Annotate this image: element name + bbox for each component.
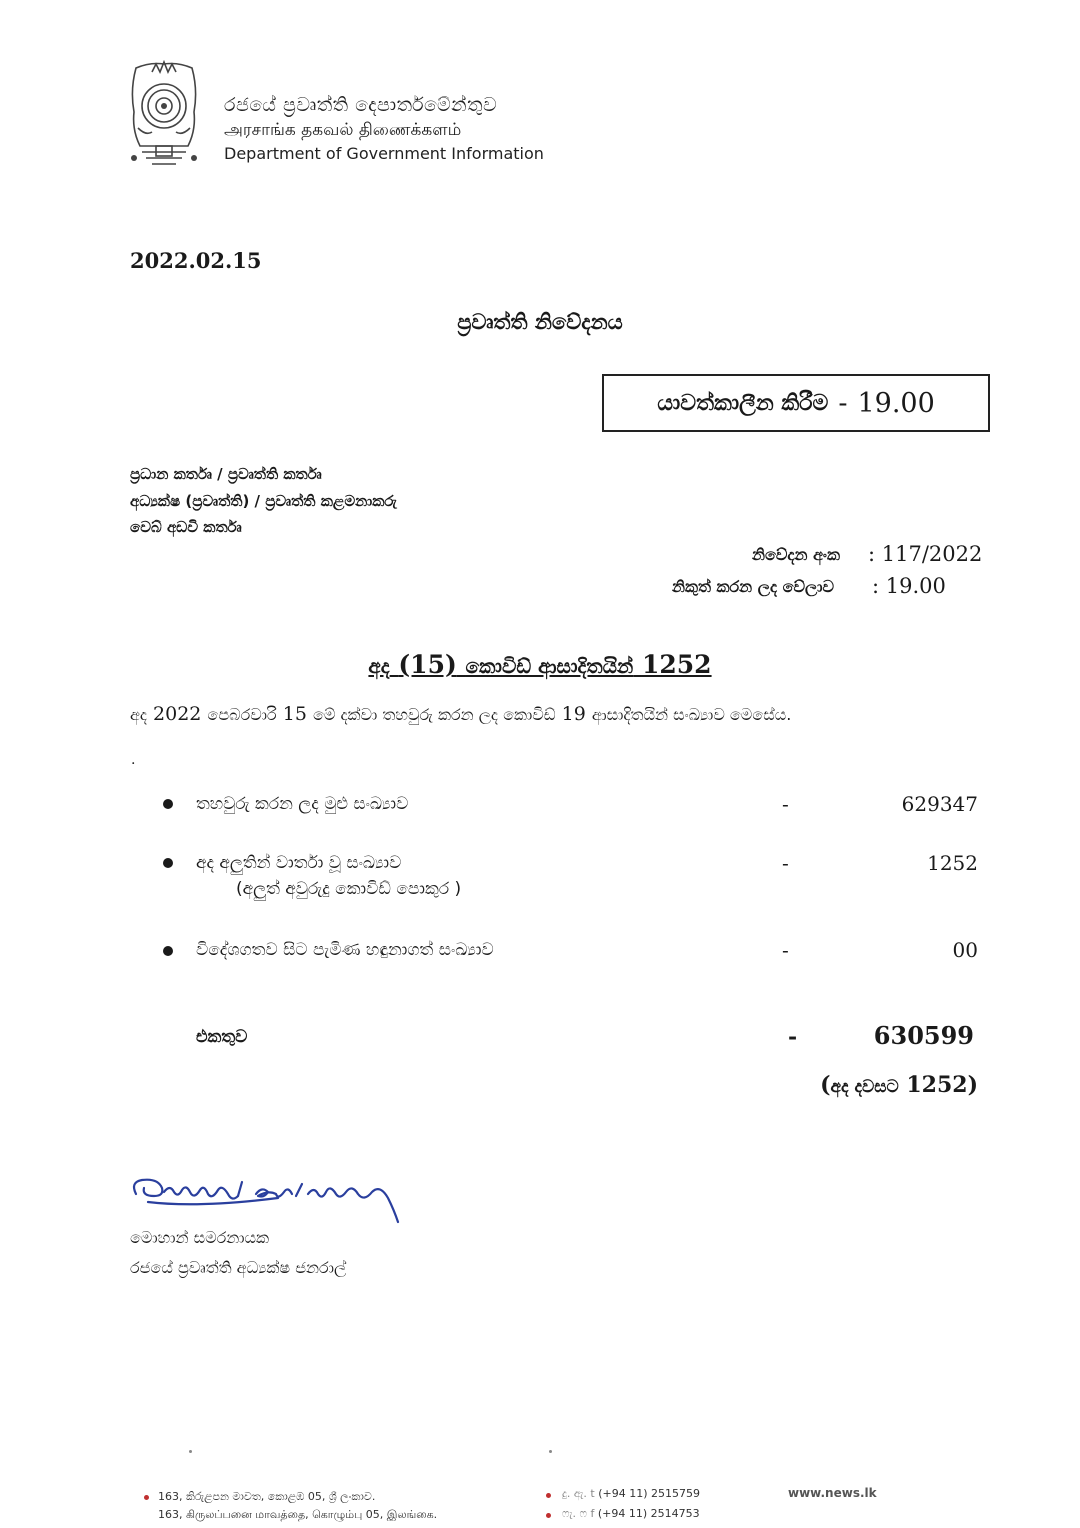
item-value: 629347 — [901, 792, 978, 816]
intro-number: 19 — [561, 703, 586, 725]
issue-time-label: නිකුත් කරන ලද වේලාව — [671, 577, 834, 596]
intro-paragraph — [130, 703, 791, 725]
daily-total-note — [820, 1072, 978, 1098]
item-dash: - — [782, 851, 789, 875]
footer-telephone — [562, 1487, 700, 1501]
government-emblem-icon — [122, 60, 206, 168]
divider-mark — [189, 1450, 192, 1453]
item-dash: - — [782, 938, 789, 962]
stray-mark: . — [131, 752, 136, 768]
item-sub-label: (අලුත් අවුරුදු කොවිඩ් පොකුර ) — [236, 879, 462, 899]
recipient-line: අධ්‍යක්ෂ (ප්‍රවෘත්ති) / ප්‍රවෘත්ති කළමනාකරු — [130, 492, 397, 510]
release-date: 2022.02.15 — [130, 248, 262, 273]
footer-address-tamil: 163, கிருலப்பனை மாவத்தை, கொழும்பு 05, இலங்கை. — [158, 1508, 438, 1521]
signature-image — [128, 1168, 408, 1230]
headline-prefix: අද — [368, 654, 390, 678]
intro-part: ආසාදිතයින් සංඛ්‍යාව මෙසේය. — [591, 705, 792, 724]
intro-part: මේ දක්වා තහවුරු කරන ලද කොවිඩ් — [312, 705, 556, 724]
bullet-icon — [163, 799, 173, 809]
intro-year: 2022 — [153, 703, 202, 725]
fax-bullet-icon — [546, 1513, 551, 1518]
signer-name: මොහාන් සමරනායක — [130, 1228, 270, 1247]
recipient-line: ප්‍රධාන කර්තෘ / ප්‍රවෘත්ති කර්තෘ — [130, 465, 322, 483]
note-value: 1252) — [906, 1072, 978, 1098]
divider-mark — [549, 1450, 552, 1453]
update-separator: - — [838, 387, 848, 419]
address-bullet-icon — [144, 1495, 149, 1500]
fax-number: (+94 11) 2514753 — [597, 1507, 700, 1520]
footer-fax — [562, 1507, 700, 1521]
headline-count: 1252 — [641, 650, 712, 679]
update-time-box — [602, 374, 990, 432]
total-label: එකතුව — [196, 1027, 248, 1047]
intro-part: පෙබරවාරි — [207, 705, 277, 724]
item-value: 1252 — [927, 851, 978, 875]
footer-website: www.news.lk — [788, 1486, 877, 1500]
bullet-icon — [163, 858, 173, 868]
update-label: යාවත්කාලීන කිරීම — [657, 390, 829, 416]
intro-day: 15 — [282, 703, 307, 725]
total-dash: - — [788, 1024, 798, 1050]
telephone-number: (+94 11) 2515759 — [598, 1487, 701, 1500]
footer-address-sinhala: 163, කිරුළපන මාවත, කොළඹ 05, ශ්‍රී ලංකාව. — [158, 1490, 376, 1503]
issue-time-value: : 19.00 — [872, 574, 946, 598]
update-time: 19.00 — [857, 387, 935, 419]
headline — [0, 650, 1080, 679]
phone-bullet-icon — [546, 1493, 551, 1498]
department-name-tamil: அரசாங்க தகவல் திணைக்களம் — [224, 120, 462, 140]
total-value: 630599 — [873, 1021, 974, 1050]
bullet-icon — [163, 946, 173, 956]
note-text: අද දවසට — [830, 1077, 899, 1097]
intro-part: අද — [130, 705, 147, 724]
release-title: ප්‍රවෘත්ති නිවේදනය — [457, 310, 623, 334]
headline-text: කොවිඩ් ආසාදිතයින් — [465, 654, 634, 678]
signer-title: රජයේ ප්‍රවෘත්ති අධ්‍යක්ෂ ජනරාල් — [130, 1258, 347, 1277]
fax-label: ෆැ. ෆ f — [562, 1507, 595, 1520]
item-value: 00 — [952, 938, 978, 962]
department-name-english: Department of Government Information — [224, 144, 544, 163]
note-open: ( — [820, 1072, 831, 1098]
item-label: විදේශගතව සිට පැමිණ හඳුනාගත් සංඛ්‍යාව — [196, 940, 494, 960]
item-label: තහවුරු කරන ලද මුළු සංඛ්‍යාව — [196, 794, 409, 814]
item-label: අද අලුතින් වාර්තා වූ සංඛ්‍යාව — [196, 853, 402, 873]
item-dash: - — [782, 792, 789, 816]
recipient-line: වෙබ් අඩවි කර්තෘ — [130, 518, 242, 536]
telephone-label: දු. ඇ. t — [562, 1487, 595, 1500]
department-name-sinhala: රජයේ ප්‍රවෘත්ති දෙපාර්තමේන්තුව — [224, 94, 498, 116]
release-number-value: : 117/2022 — [868, 542, 983, 566]
headline-day: (15) — [398, 650, 457, 679]
release-number-label: නිවේදන අංක — [752, 545, 840, 564]
